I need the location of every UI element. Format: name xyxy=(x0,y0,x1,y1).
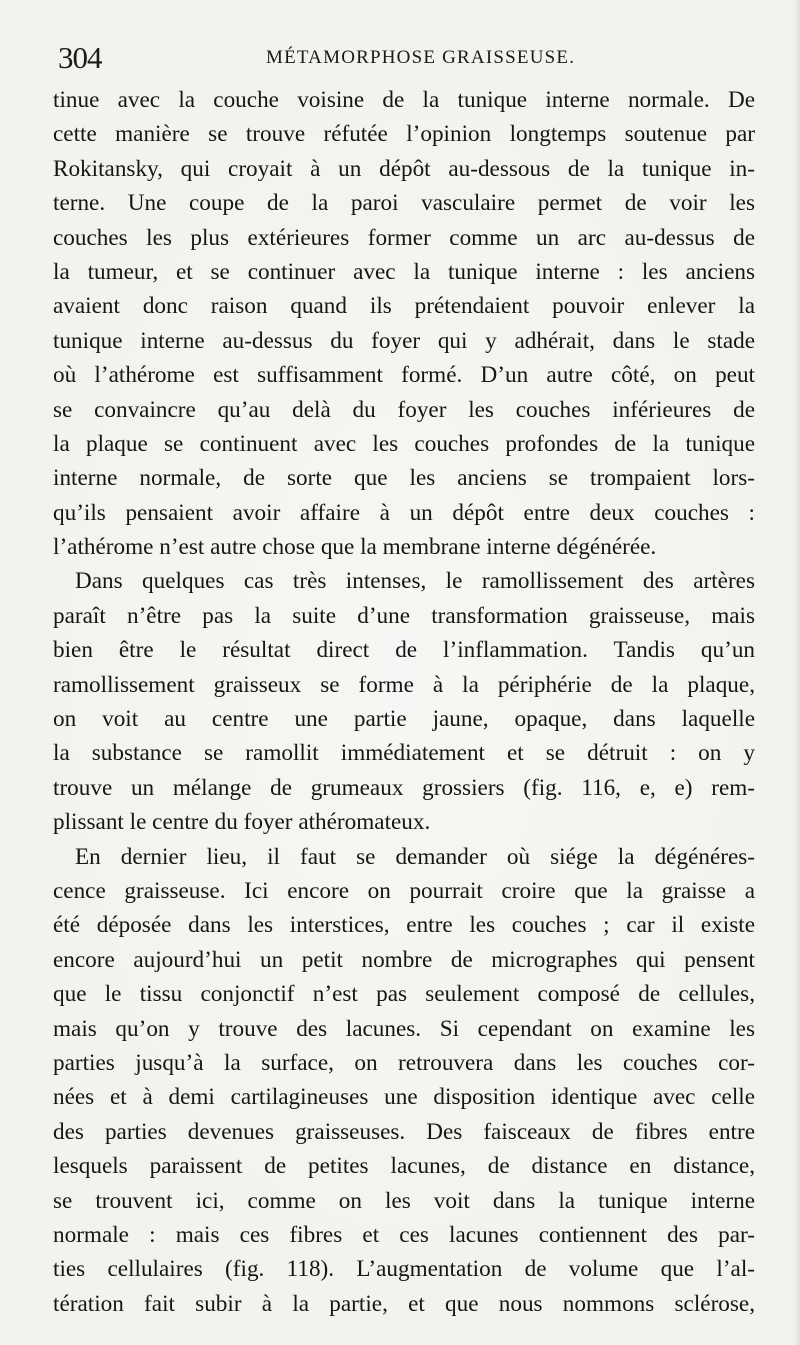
text-line: on voit au centre une partie jaune, opaque, dans laquelle xyxy=(53,706,755,733)
text-line: Rokitansky, qui croyait à un dépôt au-dessous de la tunique in- xyxy=(53,155,755,182)
text-line: terne. Une coupe de la paroi vasculaire permet de voir les xyxy=(53,190,755,217)
text-line: se convaincre qu’au delà du foyer les couches inférieures de xyxy=(53,396,755,423)
text-line: été déposée dans les interstices, entre les couches ; car il existe xyxy=(53,912,755,939)
text-line: encore aujourd’hui un petit nombre de micrographes qui pensent xyxy=(53,946,755,973)
text-line: la plaque se continuent avec les couches profondes de la tunique xyxy=(53,430,755,457)
text-line: la tumeur, et se continuer avec la tunique interne : les anciens xyxy=(53,258,755,285)
text-line: tunique interne au-dessus du foyer qui y adhérait, dans le stade xyxy=(53,327,755,354)
text-line: cette manière se trouve réfutée l’opinion longtemps soutenue par xyxy=(53,121,755,148)
text-line: bien être le résultat direct de l’inflammation. Tandis qu’un xyxy=(53,637,755,664)
text-line: l’athérome n’est autre chose que la membrane interne dégénérée. xyxy=(53,534,657,561)
paragraph xyxy=(53,83,755,564)
text-line: mais qu’on y trouve des lacunes. Si cependant on examine les xyxy=(53,1015,755,1042)
text-line: Dans quelques cas très intenses, le ramollissement des artères xyxy=(75,568,755,595)
text-line: tinue avec la couche voisine de la tunique interne normale. De xyxy=(53,87,755,113)
text-line: que le tissu conjonctif n’est pas seulement composé de cellules, xyxy=(53,981,755,1008)
text-line: interne normale, de sorte que les anciens se trompaient lors- xyxy=(53,465,755,492)
text-line: où l’athérome est suffisamment formé. D’un autre côté, on peut xyxy=(53,362,755,389)
text-line: normale : mais ces fibres et ces lacunes contiennent des par- xyxy=(53,1221,755,1248)
text-line: plissant le centre du foyer athéromateux. xyxy=(53,809,431,836)
text-line: parties jusqu’à la surface, on retrouvera dans les couches cor- xyxy=(53,1049,755,1076)
page-edge-shadow xyxy=(794,0,800,1345)
text-line: avaient donc raison quand ils prétendaient pouvoir enlever la xyxy=(53,293,755,320)
text-line: ties cellulaires (fig. 118). L’augmentation de volume que l’al- xyxy=(53,1256,755,1283)
body-text xyxy=(53,83,755,1321)
text-line: nées et à demi cartilagineuses une disposition identique avec celle xyxy=(53,1084,755,1111)
paragraph xyxy=(53,564,755,839)
text-line: couches les plus extérieures former comme un arc au-dessus de xyxy=(53,224,755,251)
text-line: paraît n’être pas la suite d’une transformation graisseuse, mais xyxy=(53,602,755,629)
running-head xyxy=(58,38,758,78)
text-line: En dernier lieu, il faut se demander où siége la dégénéres- xyxy=(75,843,755,870)
text-line: ramollissement graisseux se forme à la périphérie de la plaque, xyxy=(53,671,755,698)
text-line: des parties devenues graisseuses. Des faisceaux de fibres entre xyxy=(53,1118,755,1145)
text-line: la substance se ramollit immédiatement et se détruit : on y xyxy=(53,740,755,767)
text-line: trouve un mélange de grumeaux grossiers (fig. 116, e, e) rem- xyxy=(53,774,755,801)
page-number: 304 xyxy=(58,40,102,75)
text-line: lesquels paraissent de petites lacunes, de distance en distance, xyxy=(53,1153,755,1180)
text-line: se trouvent ici, comme on les voit dans la tunique interne xyxy=(53,1187,755,1214)
paragraph xyxy=(53,840,755,1321)
text-line: qu’ils pensaient avoir affaire à un dépôt entre deux couches : xyxy=(53,499,755,526)
running-title: MÉTAMORPHOSE GRAISSEUSE. xyxy=(266,47,576,68)
text-line: cence graisseuse. Ici encore on pourrait croire que la graisse a xyxy=(53,877,755,904)
text-line: tération fait subir à la partie, et que nous nommons sclérose, xyxy=(53,1290,755,1317)
